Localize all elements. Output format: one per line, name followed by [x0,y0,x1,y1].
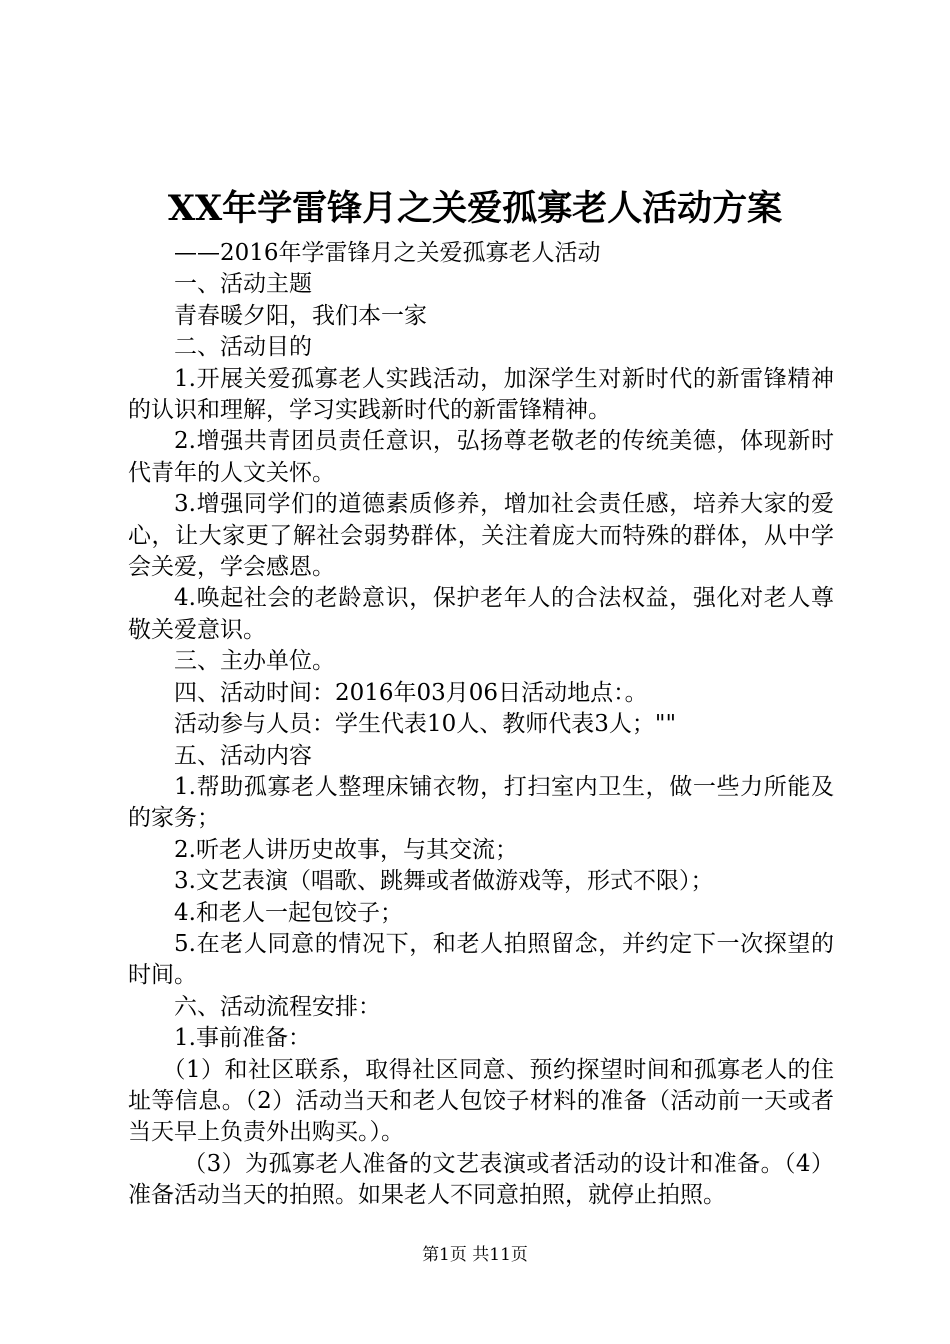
paragraph-content-3: 3.文艺表演（唱歌、跳舞或者做游戏等，形式不限）； [174,868,714,895]
paragraph-content-4: 4.和老人一起包饺子； [174,899,403,926]
paragraph-process-prep: 1.事前准备： [174,1025,311,1052]
paragraph-content-1: 1.帮助孤寡老人整理床铺衣物，打扫室内卫生，做一些力所能及的家务； [128,773,834,832]
paragraph-purpose-2: 2.增强共青团员责任意识，弘扬尊老敬老的传统美德，体现新时代青年的人文关怀。 [128,428,834,486]
document-body [128,238,834,1212]
page-footer: 第1页 共11页 [422,1245,528,1265]
paragraph-theme: 青春暖夕阳，我们本一家 [174,302,427,329]
paragraph-content-5: 5.在老人同意的情况下，和老人拍照留念，并约定下一次探望的时间。 [128,930,834,989]
paragraph-purpose-3: 3.增强同学们的道德素质修养，增加社会责任感，培养大家的爱心，让大家更了解社会弱势群体，关注着庞大而特殊的群体，从中学会关爱，学会感恩。 [128,491,834,581]
subtitle-paragraph: ——2016年学雷锋月之关爱孤寡老人活动 [174,240,601,266]
paragraph-process-steps-3-4: （3）为孤寡老人准备的文艺表演或者活动的设计和准备。（4）准备活动当天的拍照。如果老人不同意拍照，就停止拍照。 [128,1150,834,1209]
paragraph-process-steps-1-2: （1）和社区联系，取得社区同意、预约探望时间和孤寡老人的住址等信息。（2）活动当天和老人包饺子材料的准备（活动前一天或者当天早上负责外出购买。）。 [128,1056,834,1146]
section-heading-theme: 一、活动主题 [174,271,312,298]
section-heading-process: 六、活动流程安排： [174,993,381,1020]
paragraph-time-location: 四、活动时间：2016年03月06日活动地点：。 [174,679,648,706]
paragraph-purpose-1: 1.开展关爱孤寡老人实践活动，加深学生对新时代的新雷锋精神的认识和理解，学习实践新时代的新雷锋精神。 [128,365,834,424]
section-heading-organizer: 三、主办单位。 [174,648,335,675]
section-heading-content: 五、活动内容 [174,742,312,769]
paragraph-content-2: 2.听老人讲历史故事，与其交流； [174,836,518,863]
paragraph-purpose-4: 4.唤起社会的老龄意识，保护老年人的合法权益，强化对老人尊敬关爱意识。 [128,585,834,643]
paragraph-participants: 活动参与人员：学生代表10人、教师代表3人；"" [174,711,677,738]
document-title: XX年学雷锋月之关爱孤寡老人活动方案 [167,188,783,229]
section-heading-purpose: 二、活动目的 [174,334,312,361]
